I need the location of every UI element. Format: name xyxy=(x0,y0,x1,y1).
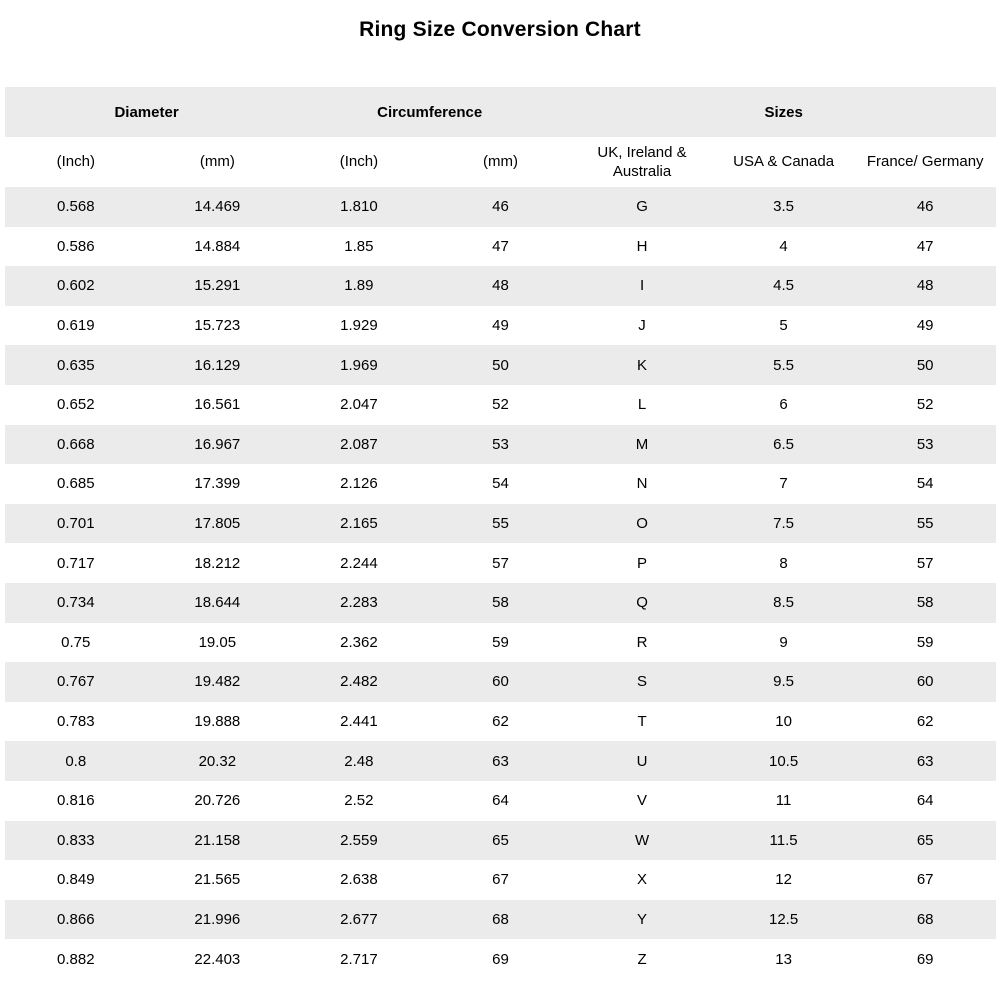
table-cell: 64 xyxy=(430,781,572,821)
table-cell: 16.967 xyxy=(147,425,289,465)
table-cell: 2.087 xyxy=(288,425,430,465)
table-cell: 0.783 xyxy=(5,702,147,742)
table-cell: M xyxy=(571,425,713,465)
table-row xyxy=(5,623,996,663)
table-cell: 3.5 xyxy=(713,187,855,227)
table-cell: 47 xyxy=(854,227,996,267)
table-cell: 6.5 xyxy=(713,425,855,465)
table-cell: 50 xyxy=(854,345,996,385)
table-cell: 0.833 xyxy=(5,821,147,861)
table-cell: 53 xyxy=(854,425,996,465)
table-cell: 1.89 xyxy=(288,266,430,306)
table-cell: 59 xyxy=(430,623,572,663)
column-header-uk-ireland-australia: UK, Ireland & Australia xyxy=(571,137,713,187)
table-cell: 60 xyxy=(854,662,996,702)
table-cell: 0.75 xyxy=(5,623,147,663)
table-row xyxy=(5,543,996,583)
group-header-circumference: Circumference xyxy=(288,87,571,137)
table-row xyxy=(5,583,996,623)
table-row xyxy=(5,781,996,821)
table-cell: X xyxy=(571,860,713,900)
table-cell: 53 xyxy=(430,425,572,465)
group-header-row xyxy=(5,87,996,137)
table-cell: 68 xyxy=(854,900,996,940)
table-cell: 17.399 xyxy=(147,464,289,504)
table-cell: 0.882 xyxy=(5,939,147,979)
table-cell: 14.469 xyxy=(147,187,289,227)
page-title: Ring Size Conversion Chart xyxy=(359,18,641,41)
table-row xyxy=(5,385,996,425)
table-cell: 58 xyxy=(854,583,996,623)
table-cell: O xyxy=(571,504,713,544)
table-cell: 8 xyxy=(713,543,855,583)
table-cell: 0.685 xyxy=(5,464,147,504)
table-cell: J xyxy=(571,306,713,346)
table-cell: 67 xyxy=(854,860,996,900)
table-cell: 48 xyxy=(430,266,572,306)
table-cell: S xyxy=(571,662,713,702)
table-row xyxy=(5,227,996,267)
table-cell: 16.561 xyxy=(147,385,289,425)
table-cell: 0.816 xyxy=(5,781,147,821)
table-cell: 4 xyxy=(713,227,855,267)
table-row xyxy=(5,821,996,861)
table-cell: Y xyxy=(571,900,713,940)
table-cell: 2.126 xyxy=(288,464,430,504)
table-cell: 2.244 xyxy=(288,543,430,583)
table-cell: 4.5 xyxy=(713,266,855,306)
table-cell: 21.158 xyxy=(147,821,289,861)
table-row xyxy=(5,939,996,979)
table-cell: 18.212 xyxy=(147,543,289,583)
table-cell: 0.717 xyxy=(5,543,147,583)
table-cell: 52 xyxy=(430,385,572,425)
table-cell: 2.441 xyxy=(288,702,430,742)
table-cell: 2.677 xyxy=(288,900,430,940)
table-cell: 49 xyxy=(430,306,572,346)
table-cell: T xyxy=(571,702,713,742)
table-cell: 19.888 xyxy=(147,702,289,742)
table-cell: 5.5 xyxy=(713,345,855,385)
table-cell: 9.5 xyxy=(713,662,855,702)
table-cell: 0.8 xyxy=(5,741,147,781)
table-cell: 48 xyxy=(854,266,996,306)
table-body xyxy=(5,187,996,979)
table-cell: 2.482 xyxy=(288,662,430,702)
table-cell: 7.5 xyxy=(713,504,855,544)
table-cell: 0.866 xyxy=(5,900,147,940)
table-row xyxy=(5,425,996,465)
table-header xyxy=(5,87,996,187)
table-cell: 65 xyxy=(854,821,996,861)
table-cell: 46 xyxy=(430,187,572,227)
column-header-france-germany: France/ Germany xyxy=(854,137,996,187)
table-cell: 60 xyxy=(430,662,572,702)
table-cell: 17.805 xyxy=(147,504,289,544)
column-header-circumference-mm: (mm) xyxy=(430,137,572,187)
table-cell: Q xyxy=(571,583,713,623)
table-row xyxy=(5,464,996,504)
table-cell: 1.810 xyxy=(288,187,430,227)
table-cell: G xyxy=(571,187,713,227)
table-cell: 57 xyxy=(430,543,572,583)
table-cell: 0.619 xyxy=(5,306,147,346)
column-header-circumference-inch: (Inch) xyxy=(288,137,430,187)
table-cell: H xyxy=(571,227,713,267)
table-row xyxy=(5,266,996,306)
table-cell: W xyxy=(571,821,713,861)
table-cell: 0.602 xyxy=(5,266,147,306)
table-cell: 63 xyxy=(430,741,572,781)
table-cell: 49 xyxy=(854,306,996,346)
table-cell: 2.047 xyxy=(288,385,430,425)
table-cell: 54 xyxy=(430,464,572,504)
table-cell: 46 xyxy=(854,187,996,227)
table-cell: 0.586 xyxy=(5,227,147,267)
table-cell: 14.884 xyxy=(147,227,289,267)
table-cell: 65 xyxy=(430,821,572,861)
table-cell: 9 xyxy=(713,623,855,663)
table-cell: Z xyxy=(571,939,713,979)
table-cell: 0.652 xyxy=(5,385,147,425)
table-cell: 12 xyxy=(713,860,855,900)
table-row xyxy=(5,187,996,227)
table-cell: U xyxy=(571,741,713,781)
group-header-sizes: Sizes xyxy=(571,87,996,137)
table-cell: 63 xyxy=(854,741,996,781)
table-row xyxy=(5,306,996,346)
table-cell: 20.32 xyxy=(147,741,289,781)
table-cell: 67 xyxy=(430,860,572,900)
page xyxy=(0,18,1000,979)
table-cell: P xyxy=(571,543,713,583)
table-cell: 2.638 xyxy=(288,860,430,900)
table-cell: 0.568 xyxy=(5,187,147,227)
table-cell: 22.403 xyxy=(147,939,289,979)
table-cell: 12.5 xyxy=(713,900,855,940)
table-cell: 2.717 xyxy=(288,939,430,979)
table-cell: 57 xyxy=(854,543,996,583)
table-cell: 68 xyxy=(430,900,572,940)
table-cell: 15.291 xyxy=(147,266,289,306)
table-row xyxy=(5,741,996,781)
table-cell: 55 xyxy=(854,504,996,544)
table-row xyxy=(5,662,996,702)
column-header-row xyxy=(5,137,996,187)
table-cell: 58 xyxy=(430,583,572,623)
table-cell: R xyxy=(571,623,713,663)
table-cell: 13 xyxy=(713,939,855,979)
table-cell: 11.5 xyxy=(713,821,855,861)
table-cell: 52 xyxy=(854,385,996,425)
table-cell: 16.129 xyxy=(147,345,289,385)
table-cell: 0.701 xyxy=(5,504,147,544)
table-cell: 62 xyxy=(854,702,996,742)
table-cell: 5 xyxy=(713,306,855,346)
table-cell: 19.05 xyxy=(147,623,289,663)
table-cell: 1.85 xyxy=(288,227,430,267)
table-cell: I xyxy=(571,266,713,306)
table-cell: 55 xyxy=(430,504,572,544)
table-cell: 2.165 xyxy=(288,504,430,544)
table-cell: 0.635 xyxy=(5,345,147,385)
table-cell: 15.723 xyxy=(147,306,289,346)
table-row xyxy=(5,345,996,385)
table-cell: 10 xyxy=(713,702,855,742)
table-cell: 18.644 xyxy=(147,583,289,623)
table-cell: 11 xyxy=(713,781,855,821)
table-cell: 0.668 xyxy=(5,425,147,465)
table-row xyxy=(5,702,996,742)
table-cell: 21.565 xyxy=(147,860,289,900)
table-cell: 19.482 xyxy=(147,662,289,702)
table-cell: 0.767 xyxy=(5,662,147,702)
table-cell: 2.52 xyxy=(288,781,430,821)
table-cell: V xyxy=(571,781,713,821)
table-cell: 64 xyxy=(854,781,996,821)
table-cell: 10.5 xyxy=(713,741,855,781)
table-cell: 2.559 xyxy=(288,821,430,861)
table-row xyxy=(5,900,996,940)
table-row xyxy=(5,504,996,544)
column-header-diameter-inch: (Inch) xyxy=(5,137,147,187)
table-cell: 8.5 xyxy=(713,583,855,623)
table-cell: 2.48 xyxy=(288,741,430,781)
table-cell: 2.283 xyxy=(288,583,430,623)
table-cell: 20.726 xyxy=(147,781,289,821)
table-cell: 69 xyxy=(854,939,996,979)
table-cell: N xyxy=(571,464,713,504)
column-header-diameter-mm: (mm) xyxy=(147,137,289,187)
table-cell: 7 xyxy=(713,464,855,504)
table-cell: 1.929 xyxy=(288,306,430,346)
table-cell: 2.362 xyxy=(288,623,430,663)
table-cell: K xyxy=(571,345,713,385)
table-cell: 0.849 xyxy=(5,860,147,900)
table-cell: L xyxy=(571,385,713,425)
group-header-diameter: Diameter xyxy=(5,87,288,137)
table-cell: 21.996 xyxy=(147,900,289,940)
table-row xyxy=(5,860,996,900)
table-cell: 47 xyxy=(430,227,572,267)
table-cell: 69 xyxy=(430,939,572,979)
table-cell: 6 xyxy=(713,385,855,425)
table-cell: 54 xyxy=(854,464,996,504)
table-cell: 0.734 xyxy=(5,583,147,623)
column-header-usa-canada: USA & Canada xyxy=(713,137,855,187)
table-cell: 59 xyxy=(854,623,996,663)
table-cell: 62 xyxy=(430,702,572,742)
table-cell: 1.969 xyxy=(288,345,430,385)
ring-size-table xyxy=(5,87,996,979)
table-cell: 50 xyxy=(430,345,572,385)
